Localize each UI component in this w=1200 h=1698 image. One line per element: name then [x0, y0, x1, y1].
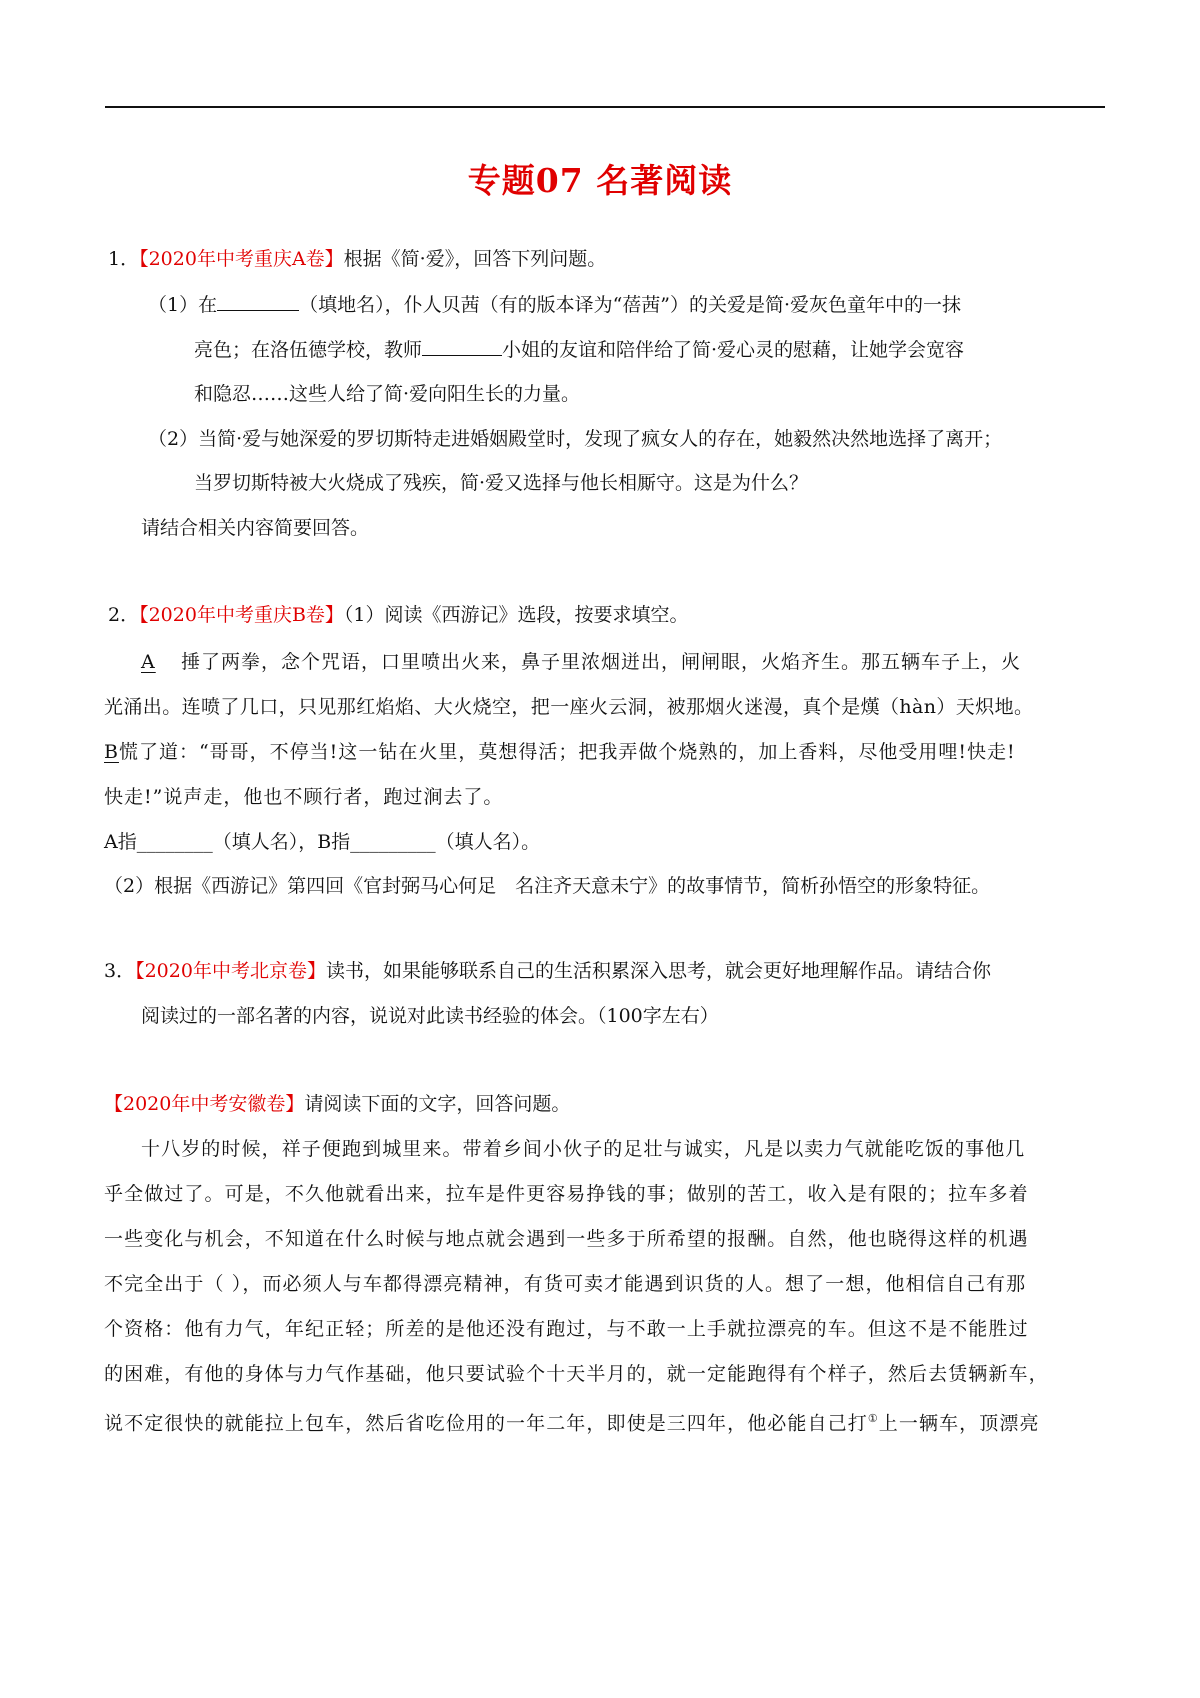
q3-stem: 读书，如果能够联系自己的生活积累深入思考，就会更好地理解作品。请结合你	[325, 960, 991, 982]
q1-part2-line3: 请结合相关内容简要回答。	[141, 517, 370, 539]
q4-heading	[104, 1090, 570, 1118]
q2-excerpt-text3: 慌了道：“哥哥，不停当!这一钻在火里，莫想得活；把我弄做个烧熟的，加上香料，尽他受用哩!快走!	[118, 741, 1016, 763]
q2-excerpt-text1: 捶了两拳，念个咒语，口里喷出火来，鼻子里浓烟迸出，闸闸眼，火焰齐生。那五辆车子上，火	[181, 651, 1022, 673]
q2-number: 2．	[108, 604, 140, 626]
q1-blank-1[interactable]	[217, 290, 299, 311]
q4-passage-line1: 十八岁的时候，祥子便跑到城里来。带着乡间小伙子的足壮与诚实，凡是以卖力气就能吃饭的事他几	[141, 1138, 1026, 1160]
q3-stem-line2: 阅读过的一部名著的内容，说说对此读书经验的体会。（100字左右）	[141, 1005, 719, 1027]
q2-excerpt-line2: 光涌出。连喷了几口，只见那红焰焰、大火烧空，把一座火云洞，被那烟火迷漫，真个是熯（hàn）天炽地。	[104, 696, 1034, 718]
q1-stem: 根据《简·爱》，回答下列问题。	[343, 248, 607, 270]
q1-part2-line1: （2）当简·爱与她深爱的罗切斯特走进婚姻殿堂时，发现了疯女人的存在，她毅然决然地选择了离开；	[148, 428, 1003, 450]
q1-blank-2[interactable]	[422, 335, 502, 356]
q4-source: 【2020年中考安徽卷】	[104, 1093, 305, 1115]
q2-heading	[108, 601, 689, 629]
q4-passage-line3: 一些变化与机会，不知道在什么时候与地点就会遇到一些多于所希望的报酬。自然，他也晓得这样的机遇	[104, 1228, 1029, 1250]
q2-part2: （2）根据《西游记》第四回《官封弼马心何足 名注齐天意未宁》的故事情节，简析孙悟空的形象特征。	[104, 875, 991, 897]
q1-part2-line2: 当罗切斯特被大火烧成了残疾，简·爱又选择与他长相厮守。这是为什么？	[194, 472, 809, 494]
q2-excerpt-line4: 快走!”说声走，他也不顾行者，跑过涧去了。	[104, 786, 504, 808]
q3-source: 【2020年中考北京卷】	[135, 960, 326, 982]
q2-stem: （1）阅读《西游记》选段，按要求填空。	[343, 604, 689, 626]
footnote-marker: ①	[867, 1412, 879, 1425]
page-title: 专题07 名著阅读	[467, 161, 733, 200]
q4-passage-line2: 乎全做过了。可是，不久他就看出来，拉车是件更容易挣钱的事；做别的苦工，收入是有限的；拉车多着	[104, 1183, 1029, 1205]
q4-stem: 请阅读下面的文字，回答问题。	[304, 1093, 571, 1115]
q2-excerpt-line1	[141, 648, 1021, 676]
q2-label-b: B	[104, 741, 119, 763]
q4-passage-text7a: 说不定很快的就能拉上包车，然后省吃俭用的一年二年，即使是三四年，他必能自己打	[104, 1412, 868, 1435]
q2-excerpt-line3	[104, 738, 1016, 766]
q3-heading	[104, 957, 991, 985]
q4-passage-text7b: 上一辆车，顶漂亮	[878, 1412, 1040, 1435]
header-rule	[105, 106, 1105, 108]
q4-passage-line6: 的困难，有他的身体与力气作基础，他只要试验个十天半月的，就一定能跑得有个样子，然后去赁辆新车，	[104, 1363, 1049, 1385]
q1-source: 【2020年中考重庆A卷】	[139, 248, 344, 270]
q1-number: 1．	[108, 248, 140, 270]
q3-number: 3．	[104, 960, 136, 982]
q1-p1-text-a: （1）在	[148, 294, 218, 316]
q2-label-a: A	[141, 651, 156, 673]
q1-p1-text-c: 亮色；在洛伍德学校，教师	[194, 339, 423, 361]
q1-heading	[108, 245, 606, 273]
q4-passage-line7	[104, 1405, 1040, 1437]
q1-p1-text-b: （填地名），仆人贝茜（有的版本译为“蓓茜”）的关爱是简·爱灰色童年中的一抹	[299, 294, 962, 316]
q4-passage-line5: 个资格：他有力气，年纪正轻；所差的是他还没有跑过，与不敢一上手就拉漂亮的车。但这不是不能胜过	[104, 1318, 1029, 1340]
q1-part1-line2	[194, 335, 964, 364]
q1-p1-text-d: 小姐的友谊和陪伴给了简·爱心灵的慰藉，让她学会宽容	[502, 339, 965, 361]
q1-part1-line3: 和隐忍……这些人给了简·爱向阳生长的力量。	[194, 383, 581, 405]
q1-part1-line1	[148, 290, 961, 319]
q2-fill-line: A指________（填人名），B指_________（填人名）。	[104, 831, 541, 853]
q2-source: 【2020年中考重庆B卷】	[139, 604, 344, 626]
q4-passage-line4: 不完全出于（ ），而必须人与车都得漂亮精神，有货可卖才能遇到识货的人。想了一想，他相信自己有那	[104, 1273, 1027, 1295]
